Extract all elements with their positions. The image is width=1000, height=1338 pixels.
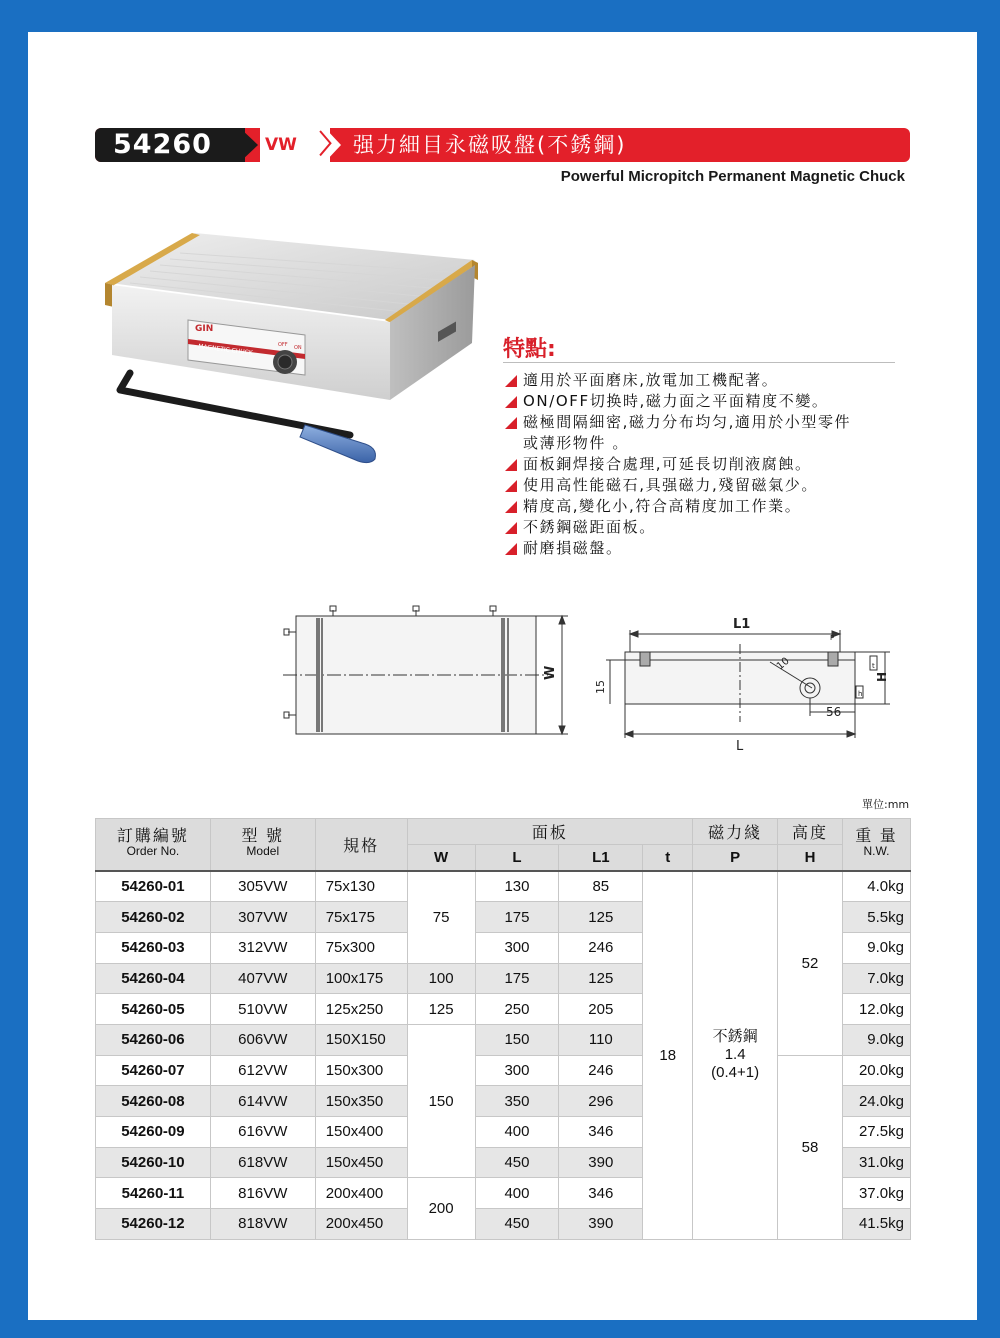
bullet-triangle-icon <box>505 417 517 429</box>
feature-item-continued: 或薄形物件 。 <box>523 434 629 452</box>
header-l1: L1 <box>559 845 643 871</box>
header-model: 型 號 Model <box>210 819 315 871</box>
dim-w: W <box>543 665 558 680</box>
product-code: 54260 <box>113 129 212 160</box>
header-p: P <box>693 845 778 871</box>
top-view-drawing <box>278 600 578 750</box>
pole-pitch-cell: 不銹鋼 1.4 (0.4+1) <box>693 871 778 1240</box>
table-row: 54260-05 510VW 125x250 125 250 205 12.0kg <box>96 994 911 1025</box>
feature-item: 不銹鋼磁距面板。 <box>503 517 851 538</box>
bullet-triangle-icon <box>505 501 517 513</box>
table-row: 54260-08 614VW 150x350 350 296 24.0kg <box>96 1086 911 1117</box>
features-title: 特點: <box>503 337 556 362</box>
unit-label: 單位:mm <box>862 798 910 811</box>
dim-h-small: h <box>858 690 863 698</box>
table-row: 54260-04 407VW 100x175 100 175 125 7.0kg <box>96 963 911 994</box>
feature-item: 適用於平面磨床,放電加工機配著。 <box>503 370 851 391</box>
switch-off-label: OFF <box>278 342 288 348</box>
feature-item: 使用高性能磁石,具强磁力,殘留磁氣少。 <box>503 475 851 496</box>
bullet-triangle-icon <box>505 522 517 534</box>
bullet-triangle-icon <box>505 543 517 555</box>
header-pole: 磁力綫 <box>693 819 778 845</box>
brand-logo: GIN <box>195 324 214 334</box>
plate-label: MAGNETIC CHUCK <box>197 343 254 357</box>
title-banner <box>95 128 910 162</box>
feature-item: 面板銅焊接合處理,可延長切削液腐蝕。 <box>503 454 851 475</box>
dim-10: 10 <box>774 655 792 673</box>
product-title-cn: 强力細目永磁吸盤(不銹鋼) <box>353 133 627 157</box>
header-t: t <box>643 845 693 871</box>
series-label: VW <box>265 135 297 155</box>
table-row: 54260-11 816VW 200x400 200 400 346 37.0kg <box>96 1178 911 1209</box>
dim-15: 15 <box>594 680 607 694</box>
features-divider <box>503 362 895 363</box>
product-title-en: Powerful Micropitch Permanent Magnetic Chuck <box>560 168 905 185</box>
header-weight: 重 量 N.W. <box>842 819 910 871</box>
table-row: 54260-02 307VW 75x175 175 125 5.5kg <box>96 902 911 933</box>
bullet-triangle-icon <box>505 459 517 471</box>
feature-item: ON/OFF切换時,磁力面之平面精度不變。 <box>503 391 851 412</box>
switch-on-label: ON <box>294 345 302 351</box>
dim-l: L <box>736 739 744 754</box>
header-spec: 規格 <box>315 819 407 871</box>
table-row: 54260-09 616VW 150x400 400 346 27.5kg <box>96 1117 911 1148</box>
dim-l1: L1 <box>733 617 751 632</box>
dim-t: t <box>872 662 875 670</box>
side-view-drawing <box>590 612 895 754</box>
table-row: 54260-01 305VW 75x130 75 130 85 18 不銹鋼 1.4 (0.4+1) 52 4.0kg <box>96 871 911 902</box>
table-row: 54260-12 818VW 200x450 450 390 41.5kg <box>96 1209 911 1240</box>
header-order: 訂購編號 Order No. <box>96 819 211 871</box>
header-l: L <box>475 845 559 871</box>
table-row: 54260-06 606VW 150X150 150 150 110 9.0kg <box>96 1024 911 1055</box>
header-w: W <box>407 845 475 871</box>
table-row: 54260-10 618VW 150x450 450 390 31.0kg <box>96 1147 911 1178</box>
table-row: 54260-03 312VW 75x300 300 246 9.0kg <box>96 932 911 963</box>
feature-item: 磁極間隔細密,磁力分布均匀,適用於小型零件 <box>503 412 851 433</box>
spec-table <box>95 818 911 1240</box>
features-list <box>503 370 851 559</box>
header-panel: 面板 <box>407 819 693 845</box>
dim-h: H <box>875 671 889 682</box>
chevron-icon: 〉 <box>319 130 346 160</box>
bullet-triangle-icon <box>505 396 517 408</box>
bullet-triangle-icon <box>505 480 517 492</box>
feature-item: 耐磨損磁盤。 <box>503 538 851 559</box>
feature-item: 精度高,變化小,符合高精度加工作業。 <box>503 496 851 517</box>
product-photo <box>100 225 480 470</box>
header-height: 高度 <box>778 819 843 845</box>
header-h: H <box>778 845 843 871</box>
dim-56: 56 <box>826 705 842 719</box>
dim-p: P <box>830 634 835 642</box>
bullet-triangle-icon <box>505 375 517 387</box>
table-row: 54260-07 612VW 150x300 300 246 58 20.0kg <box>96 1055 911 1086</box>
